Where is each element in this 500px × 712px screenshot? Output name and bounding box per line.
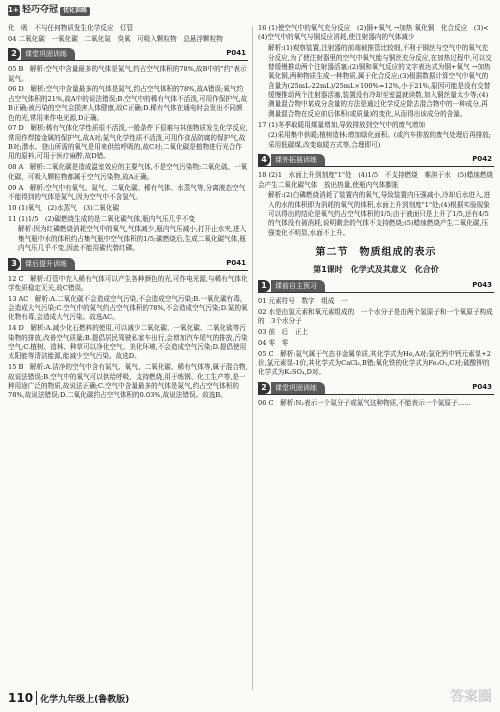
section-header-extension [258, 154, 494, 167]
section-number: 2 [258, 382, 270, 394]
answer-line: 04 二氧化碳 一氧化碳 二氧化氮 臭氧 可吸入颗粒物 总悬浮颗粒物 [8, 34, 223, 43]
section-page-ref: P043 [472, 280, 492, 289]
answer-line: 02 水是由氢元素和氧元素组成的 一个水分子是由两个氢原子和一个氧原子构成的 3个水分子 [258, 307, 493, 325]
answer-line: 03 前 后 正上 [258, 327, 309, 336]
logo-mark-icon: 1+1 [8, 6, 24, 14]
section-number: 2 [8, 48, 20, 60]
column-divider [252, 26, 253, 690]
page-footer [8, 690, 129, 707]
lesson-title: 第1课时 化学式及其意义 化合价 [313, 265, 439, 275]
answer-line: 09 A 解析:空气中有氧气、氮气、二氧化碳、稀有气体、水蒸气等,分离液态空气不能得到的气体是氮气,因为空气中不含氢气。 [8, 183, 246, 201]
right-column [258, 24, 494, 409]
answer-line: 01 元素符号 数字 组成 一 [258, 296, 348, 305]
section-header-after-class [8, 258, 248, 271]
answer-line: 04 零 零 [258, 338, 289, 347]
section-title: 课堂巩固训练 [271, 382, 325, 394]
book-title: 化学九年级上(鲁教版) [40, 695, 130, 705]
section-number: 3 [8, 258, 20, 270]
answer-line: 07 D 解析:稀有气体化学性质很不活泼,一般条件下很难与其他物质发生化学反应,常用作焊接金属的保护气,故A对;氮气化学性质不活泼,可用作食品防腐的保护气,故B对;潜水、登山所需的氧气是用来供给呼吸的,故C对;二氧化碳是植物进行光合作用的原料,可用于医疗麻醉,故D错。 [8, 124, 248, 161]
page-number: 110 [8, 691, 37, 705]
answer-line: 解析:(1)观察装置,注射器的前端被推管比较细,不利于铜丝与空气中的氧气充分反应,为了使注射器里的空气中氧气能与铜丝充分反应,在加热过程中,可以交替缓慢推动两个注射器活塞;(2)铜和氧气反应的文字表达式为铜+氧气 →加热 氧化铜,两种物质生成一种物质,属于化合反应;(3)根据数据计算空气中氧气的含量为(25mL-22mL)/25mL×100%=12%,小于21%,原因可能是没有交替缓慢推动两个注射器活塞,装置没有冷却至室温就读数,加入铜丝量太少等;(4)测量混合物中某成分含量的方法是通过化学反应除去混合物中的一种成分,再测量混合物在反应前后体积(或质量)的变化,从而得出该成分的含量。 [268, 44, 492, 118]
section-page-ref: P043 [472, 382, 492, 391]
answer-line: 12 C 解析:灯管中充入稀有气体可以产生各种颜色的光,可作电光源,与稀有气体化学性质稳定无关,故C错误。 [8, 274, 248, 292]
answer-line: 18 (2)1 水面上升到刻度"1"处 (4)1/5 不支持燃烧 难溶于水 (5)蜡烛燃烧会产生二氧化碳气体 放出热量,使瓶内气体膨胀 [258, 171, 494, 189]
section-page-ref: P041 [226, 49, 246, 58]
section-header-classroom-2 [258, 382, 494, 395]
chapter-title: 第二节 物质组成的表示 [315, 247, 437, 259]
answer-line: 14 D 解析:A.减少化石燃料的使用,可以减少二氧化碳、一氧化碳、二氧化硫等污染物的排放,改善空气质量;B.提倡居民驾驶私家车出行,会增加汽车尾气的排放,污染空气;C.植树、造林、种草可以净化空气、美化环境,不会造成空气污染;D.提倡使用太阳能等清洁能源,能减少空气污染。故选D。 [8, 324, 248, 361]
answer-line: 06 C 解析:N₂表示一个氮分子或氮气这种物质,不能表示一个氮原子…… [258, 398, 471, 407]
logo-text: 轻巧夺冠 [22, 5, 59, 15]
answer-line: 08 A 解析:二氧化碳是造成温室效应的主要气体,不是空气污染物;二氧化硫、一氧化碳、可吸入颗粒物都属于空气污染物,故A正确。 [8, 163, 248, 181]
answer-line: 05 B 解析:空气中含量最多的气体是氮气,约占空气体积的78%,故B中的"约"表示氮气。 [8, 65, 247, 83]
page-header [0, 0, 500, 20]
answer-line: 16 (1)使空气中的氧气充分反应 (2)铜+氧气 →加热 氧化铜 化合反应 (3)< (4)空气中的氧气与铜反应消耗,使注射器内的气体减少 [258, 24, 496, 42]
section-page-ref: P041 [226, 258, 246, 267]
answer-line: 化 吸 不与任何物质发生化学反应 灯管 [8, 24, 134, 32]
logo-subtitle: 优化训练 [60, 7, 90, 16]
answer-line: 05 C 解析:氦气属于气态非金属单质,其化学式为He,A对;氯化钙中钙元素显+2价,氯元素显-1价,其化学式为CaCl₂,B错;氧化铁的化学式为Fe₂O₃,C对;硫酸钾的化学式为K₂SO₄,D对。 [258, 349, 491, 377]
watermark: 答案圈 [450, 689, 492, 705]
section-header-classroom [8, 48, 248, 61]
section-title: 课外拓展训练 [271, 154, 325, 166]
answer-line: (2)采用集中供暖;植树造林;增加绿化面积。(或汽车排放的废气处理后再排放;采用低碳煤,改变取暖方式等,合理即可) [268, 131, 491, 149]
brand-logo [8, 4, 90, 17]
section-header-preview [258, 280, 494, 293]
answer-line: 解析:(2)白磷燃烧消耗了装置内的氧气,导致装置内压强减小,冷却后水进入,进入的水的体积即为消耗的氧气的体积,水面上升到刻度"1"处;(4)根据实验现象可以得出的结论是氧气约占空气体积的1/5;由于液面只是上升了1/5,还有4/5的气体没有被消耗,说明剩余的气体不支持燃烧;(5)蜡烛燃烧产生二氧化碳,压强变化不明显,水面不上升。 [268, 191, 491, 237]
section-title: 课堂巩固训练 [21, 48, 75, 60]
answer-line: 13 AC 解析:A.二氧化碳不会造成空气污染,不会造成空气污染;B.一氧化碳有毒,会造成大气污染;C.空气中的氮气约占空气体积的78%,不会造成空气污染;D.氮的氧化物有毒,会造成大气污染。故选AC。 [8, 294, 248, 322]
answer-line: 15 B 解析:A.洁净的空气中含有氮气、氧气、二氧化碳、稀有气体等,属于混合物,故说法错误;B.空气中的氧气可以供给呼吸、支持燃烧,用于炼钢、化工生产等,是一种用途广泛的物质,故说法正确;C.空气中含量最多的气体是氮气,约占空气体积的78%,故说法错误;D.二氧化碳约占空气体积的0.03%,故说法错误。故选B。 [8, 363, 248, 400]
section-page-ref: P042 [472, 155, 492, 164]
answer-line: 10 (1)氧气 (2)水蒸气 (3)二氧化碳 [8, 203, 120, 212]
section-title: 课后提升训练 [21, 258, 75, 270]
answer-line: 06 D 解析:空气中含量最多的气体是氮气,约占空气体积的78%,故A错误;氧气约占空气体积的21%,故A中的说法错误;B.空气中的稀有气体不活泼,可用作保护气,故B正确;被污染的空气会损害人体健康,故C正确;D.稀有气体在通电时会发出不同颜色的光,常用来作电光源,D正确。 [8, 85, 248, 122]
section-number: 4 [258, 154, 270, 166]
section-title: 课前自主预习 [271, 280, 325, 292]
answer-line: 11 (1)1/5 (2)碳燃烧生成的是二氧化碳气体,瓶内气压几乎不变 [8, 214, 195, 223]
section-number: 1 [258, 280, 270, 292]
answer-line: 17 (1)冬季取暖用煤量增加,导致排放到空气中的废气增加 [258, 120, 425, 129]
left-column [8, 24, 248, 402]
answer-line: 解析:因为红磷燃烧消耗空气中的氧气,气体减少,瓶内气压减小,打开止水夹,进入集气瓶中水的体积约占集气瓶中空气体积的1/5;碳燃烧后,生成二氧化碳气体,瓶内气压几乎不变,因此不能用碳代替红磷。 [18, 225, 247, 253]
